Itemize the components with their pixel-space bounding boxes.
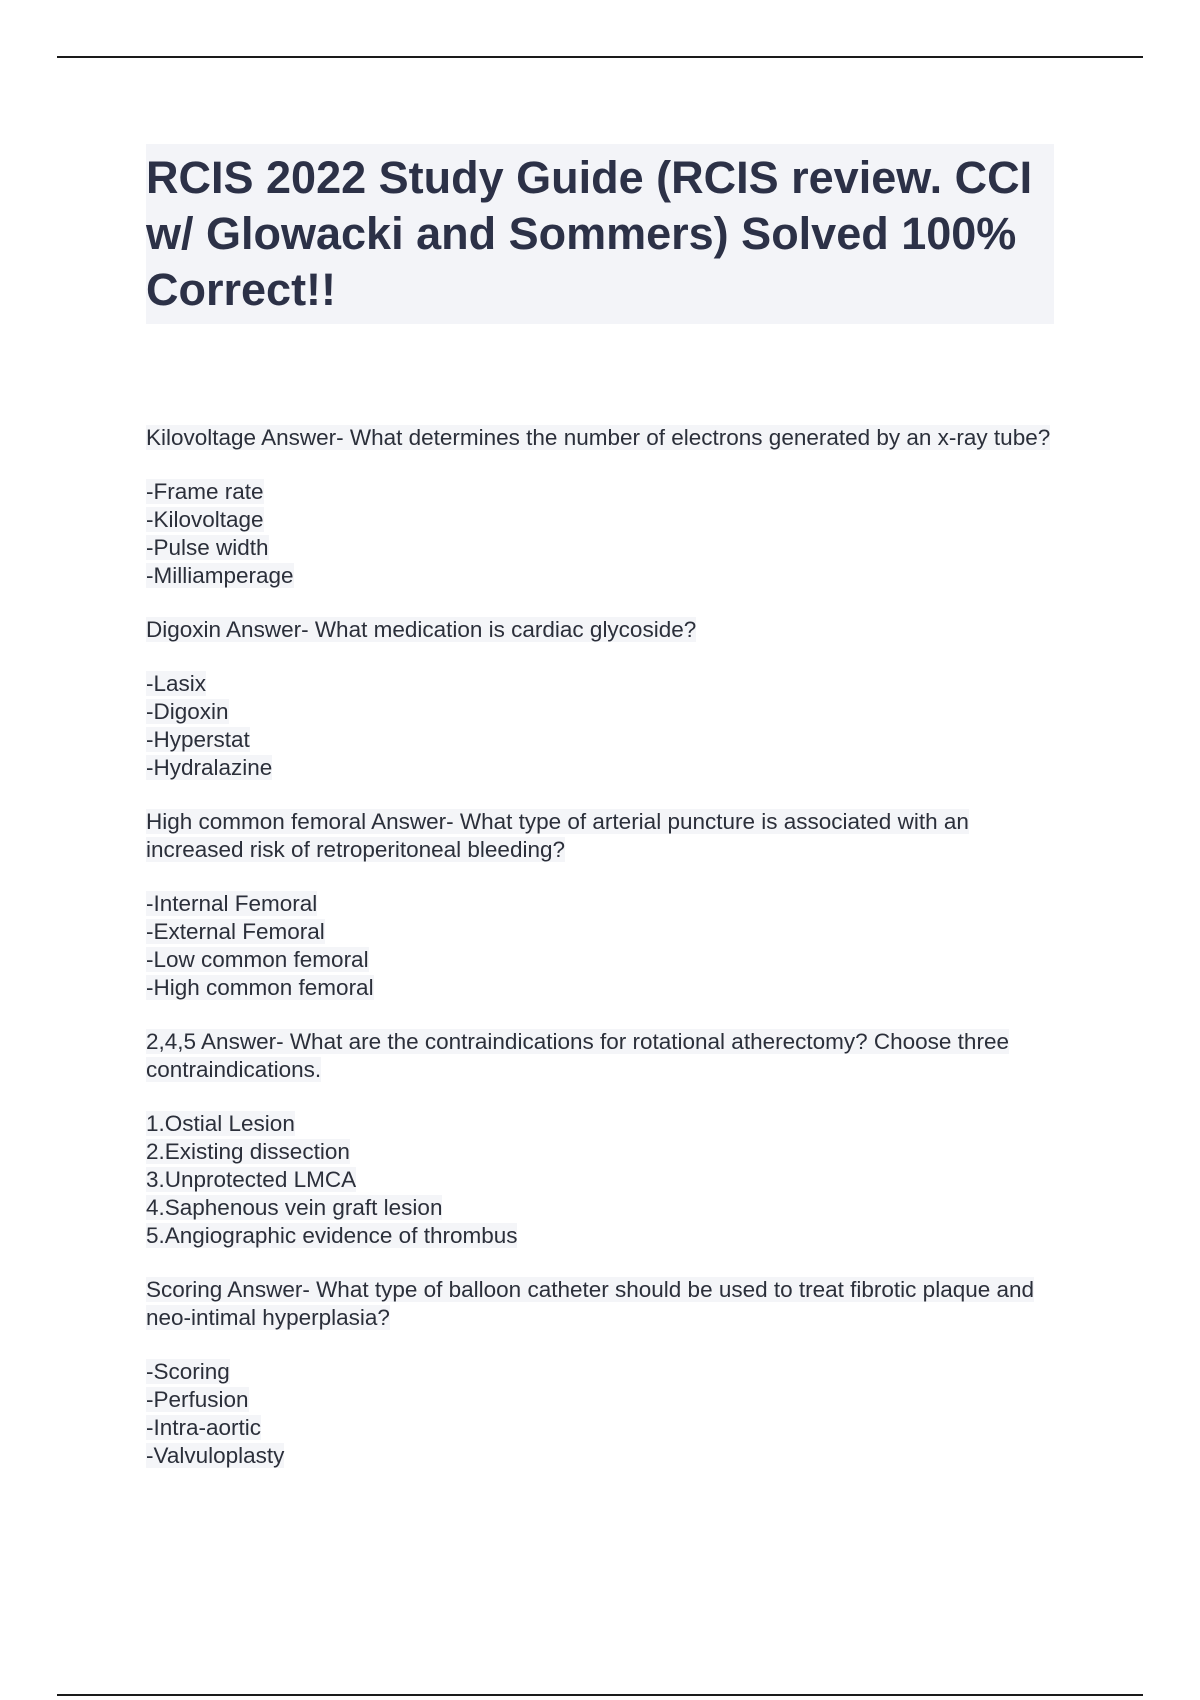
option-item: -Perfusion bbox=[146, 1387, 249, 1412]
option-item: -Frame rate bbox=[146, 479, 264, 504]
option-item: -Milliamperage bbox=[146, 563, 294, 588]
option-list bbox=[146, 670, 1066, 782]
qa-content bbox=[146, 424, 1066, 1470]
option-item: 2.Existing dissection bbox=[146, 1139, 350, 1164]
question-text: 2,4,5 Answer- What are the contraindications for rotational atherectomy? Choose three contraindications. bbox=[146, 1029, 1009, 1082]
option-item: -Lasix bbox=[146, 671, 207, 696]
option-item: -Hydralazine bbox=[146, 755, 273, 780]
question-text: High common femoral Answer- What type of arterial puncture is associated with an increased risk of retroperitoneal bleeding? bbox=[146, 809, 969, 862]
question-text: Digoxin Answer- What medication is cardiac glycoside? bbox=[146, 617, 697, 642]
option-item: 1.Ostial Lesion bbox=[146, 1111, 295, 1136]
question-text: Kilovoltage Answer- What determines the number of electrons generated by an x-ray tube? bbox=[146, 425, 1051, 450]
option-item: -Valvuloplasty bbox=[146, 1443, 285, 1468]
option-list bbox=[146, 1358, 1066, 1470]
option-item: 4.Saphenous vein graft lesion bbox=[146, 1195, 443, 1220]
option-item: -External Femoral bbox=[146, 919, 325, 944]
qa-item-2 bbox=[146, 616, 1066, 782]
header-rule bbox=[57, 56, 1143, 58]
qa-item-4 bbox=[146, 1028, 1066, 1250]
option-list bbox=[146, 478, 1066, 590]
footer-rule bbox=[57, 1694, 1143, 1696]
option-item: -Low common femoral bbox=[146, 947, 369, 972]
option-item: 5.Angiographic evidence of thrombus bbox=[146, 1223, 518, 1248]
option-list bbox=[146, 890, 1066, 1002]
option-list bbox=[146, 1110, 1066, 1250]
question-text: Scoring Answer- What type of balloon catheter should be used to treat fibrotic plaque and neo-intimal hyperplasia? bbox=[146, 1277, 1035, 1330]
title-block bbox=[146, 144, 1054, 324]
option-item: -Internal Femoral bbox=[146, 891, 318, 916]
option-item: -Hyperstat bbox=[146, 727, 250, 752]
option-item: -Kilovoltage bbox=[146, 507, 264, 532]
option-item: -Scoring bbox=[146, 1359, 230, 1384]
option-item: -High common femoral bbox=[146, 975, 374, 1000]
qa-item-5 bbox=[146, 1276, 1066, 1470]
option-item: 3.Unprotected LMCA bbox=[146, 1167, 357, 1192]
option-item: -Intra-aortic bbox=[146, 1415, 262, 1440]
qa-item-3 bbox=[146, 808, 1066, 1002]
qa-item-1 bbox=[146, 424, 1066, 590]
document-title: RCIS 2022 Study Guide (RCIS review. CCI w/ Glowacki and Sommers) Solved 100% Correct!! bbox=[146, 152, 1033, 315]
option-item: -Digoxin bbox=[146, 699, 229, 724]
option-item: -Pulse width bbox=[146, 535, 269, 560]
